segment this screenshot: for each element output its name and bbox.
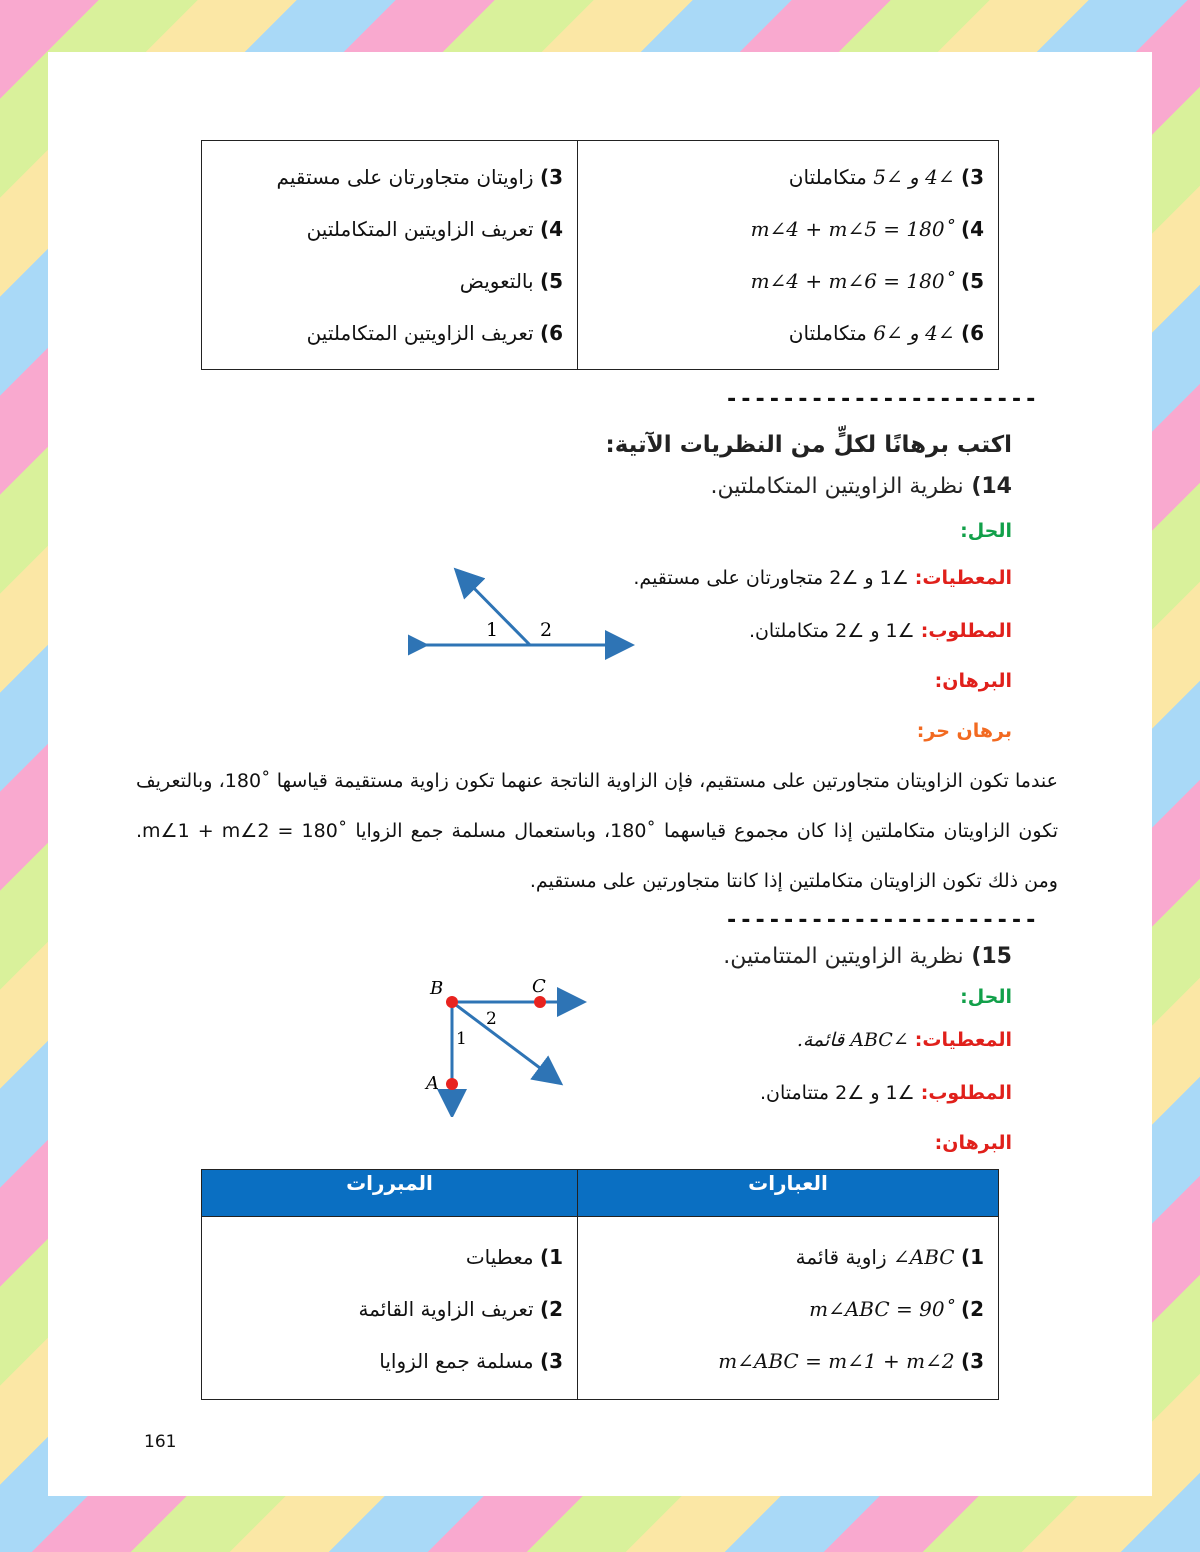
angle-2-label: 2 <box>540 619 553 641</box>
divider: ---------------------- <box>725 387 1039 412</box>
statements-header: العبارات <box>578 1170 999 1217</box>
free-proof-paragraph: عندما تكون الزاويتان متجاورتين على مستقيم، فإن الزاوية الناتجة عنهما تكون زاوية مستقيمة قياسها ˚180، وبالتعريف تكون الزاويتان متكاملتين إذا كان مجموع قياسهما ˚180، وباستعمال مسلمة جمع الزوايا ˚m∠1 + m∠2 = 180. ومن ذلك تكون الزاويتان متكاملتين إذا كانتا متجاورتين على مستقيم. <box>136 770 1059 892</box>
page-number: 161 <box>144 1432 177 1452</box>
list-item: 2) m∠ABC = 90˚ <box>809 1297 984 1321</box>
list-item: 3) ∠4 و ∠5 متكاملتان <box>788 165 984 189</box>
solution-label: الحل: <box>960 986 1012 1008</box>
worksheet-page <box>48 52 1152 1496</box>
angle-1-label: 1 <box>486 619 499 641</box>
label-c: C <box>532 976 546 997</box>
list-item: 3) زاويتان متجاورتان على مستقيم <box>276 165 563 189</box>
given-line: المعطيات: ∠ABC قائمة. <box>796 1029 1012 1051</box>
proof-label: البرهان: <box>934 1132 1012 1154</box>
list-item: 6) تعريف الزاويتين المتكاملتين <box>306 321 563 345</box>
required-line: المطلوب: ∠1 و ∠2 متتامتان. <box>759 1082 1012 1104</box>
list-item: 1) معطيات <box>465 1245 563 1269</box>
table-row <box>202 1217 999 1400</box>
table-header <box>202 1170 999 1217</box>
list-item: 5) بالتعويض <box>459 269 563 293</box>
angle-2-label: 2 <box>486 1009 497 1029</box>
point-c <box>534 996 546 1008</box>
list-item: 3) مسلمة جمع الزوايا <box>379 1349 563 1373</box>
reasons-header: المبررات <box>202 1170 578 1217</box>
free-proof-label: برهان حر: <box>916 720 1012 742</box>
list-item: 1) ∠ABC زاوية قائمة <box>795 1245 984 1269</box>
label-b: B <box>430 978 444 999</box>
linear-pair-figure <box>408 562 638 662</box>
reasons-column <box>202 141 578 370</box>
point-b <box>446 996 458 1008</box>
proof-label: البرهان: <box>934 670 1012 692</box>
list-item: 6) ∠4 و ∠6 متكاملتان <box>788 321 984 345</box>
list-item: 3) m∠ABC = m∠1 + m∠2 <box>718 1349 984 1373</box>
proof-table <box>201 1169 999 1400</box>
angle-1-label: 1 <box>456 1029 467 1049</box>
problem-14-title: 14) نظرية الزاويتين المتكاملتين. <box>710 474 1012 499</box>
problem-15-title: 15) نظرية الزاويتين المتتامتين. <box>723 944 1012 969</box>
statements-column <box>578 141 999 370</box>
complementary-angles-figure <box>420 972 590 1117</box>
point-a <box>446 1078 458 1090</box>
given-line: المعطيات: ∠1 و ∠2 متجاورتان على مستقيم. <box>633 567 1012 589</box>
table-row <box>202 141 999 370</box>
section-heading: اكتب برهانًا لكلٍّ من النظريات الآتية: <box>605 432 1012 458</box>
list-item: 4) تعريف الزاويتين المتكاملتين <box>306 217 563 241</box>
label-a: A <box>426 1073 439 1094</box>
proof-table-continued <box>201 140 999 370</box>
divider: ---------------------- <box>725 908 1039 933</box>
list-item: 4) m∠4 + m∠5 = 180˚ <box>750 217 984 241</box>
list-item: 5) m∠4 + m∠6 = 180˚ <box>750 269 984 293</box>
reasons-column <box>202 1217 578 1400</box>
list-item: 2) تعريف الزاوية القائمة <box>358 1297 563 1321</box>
statements-column <box>578 1217 999 1400</box>
required-line: المطلوب: ∠1 و ∠2 متكاملتان. <box>748 620 1012 642</box>
middle-ray <box>452 1002 556 1080</box>
solution-label: الحل: <box>960 520 1012 542</box>
